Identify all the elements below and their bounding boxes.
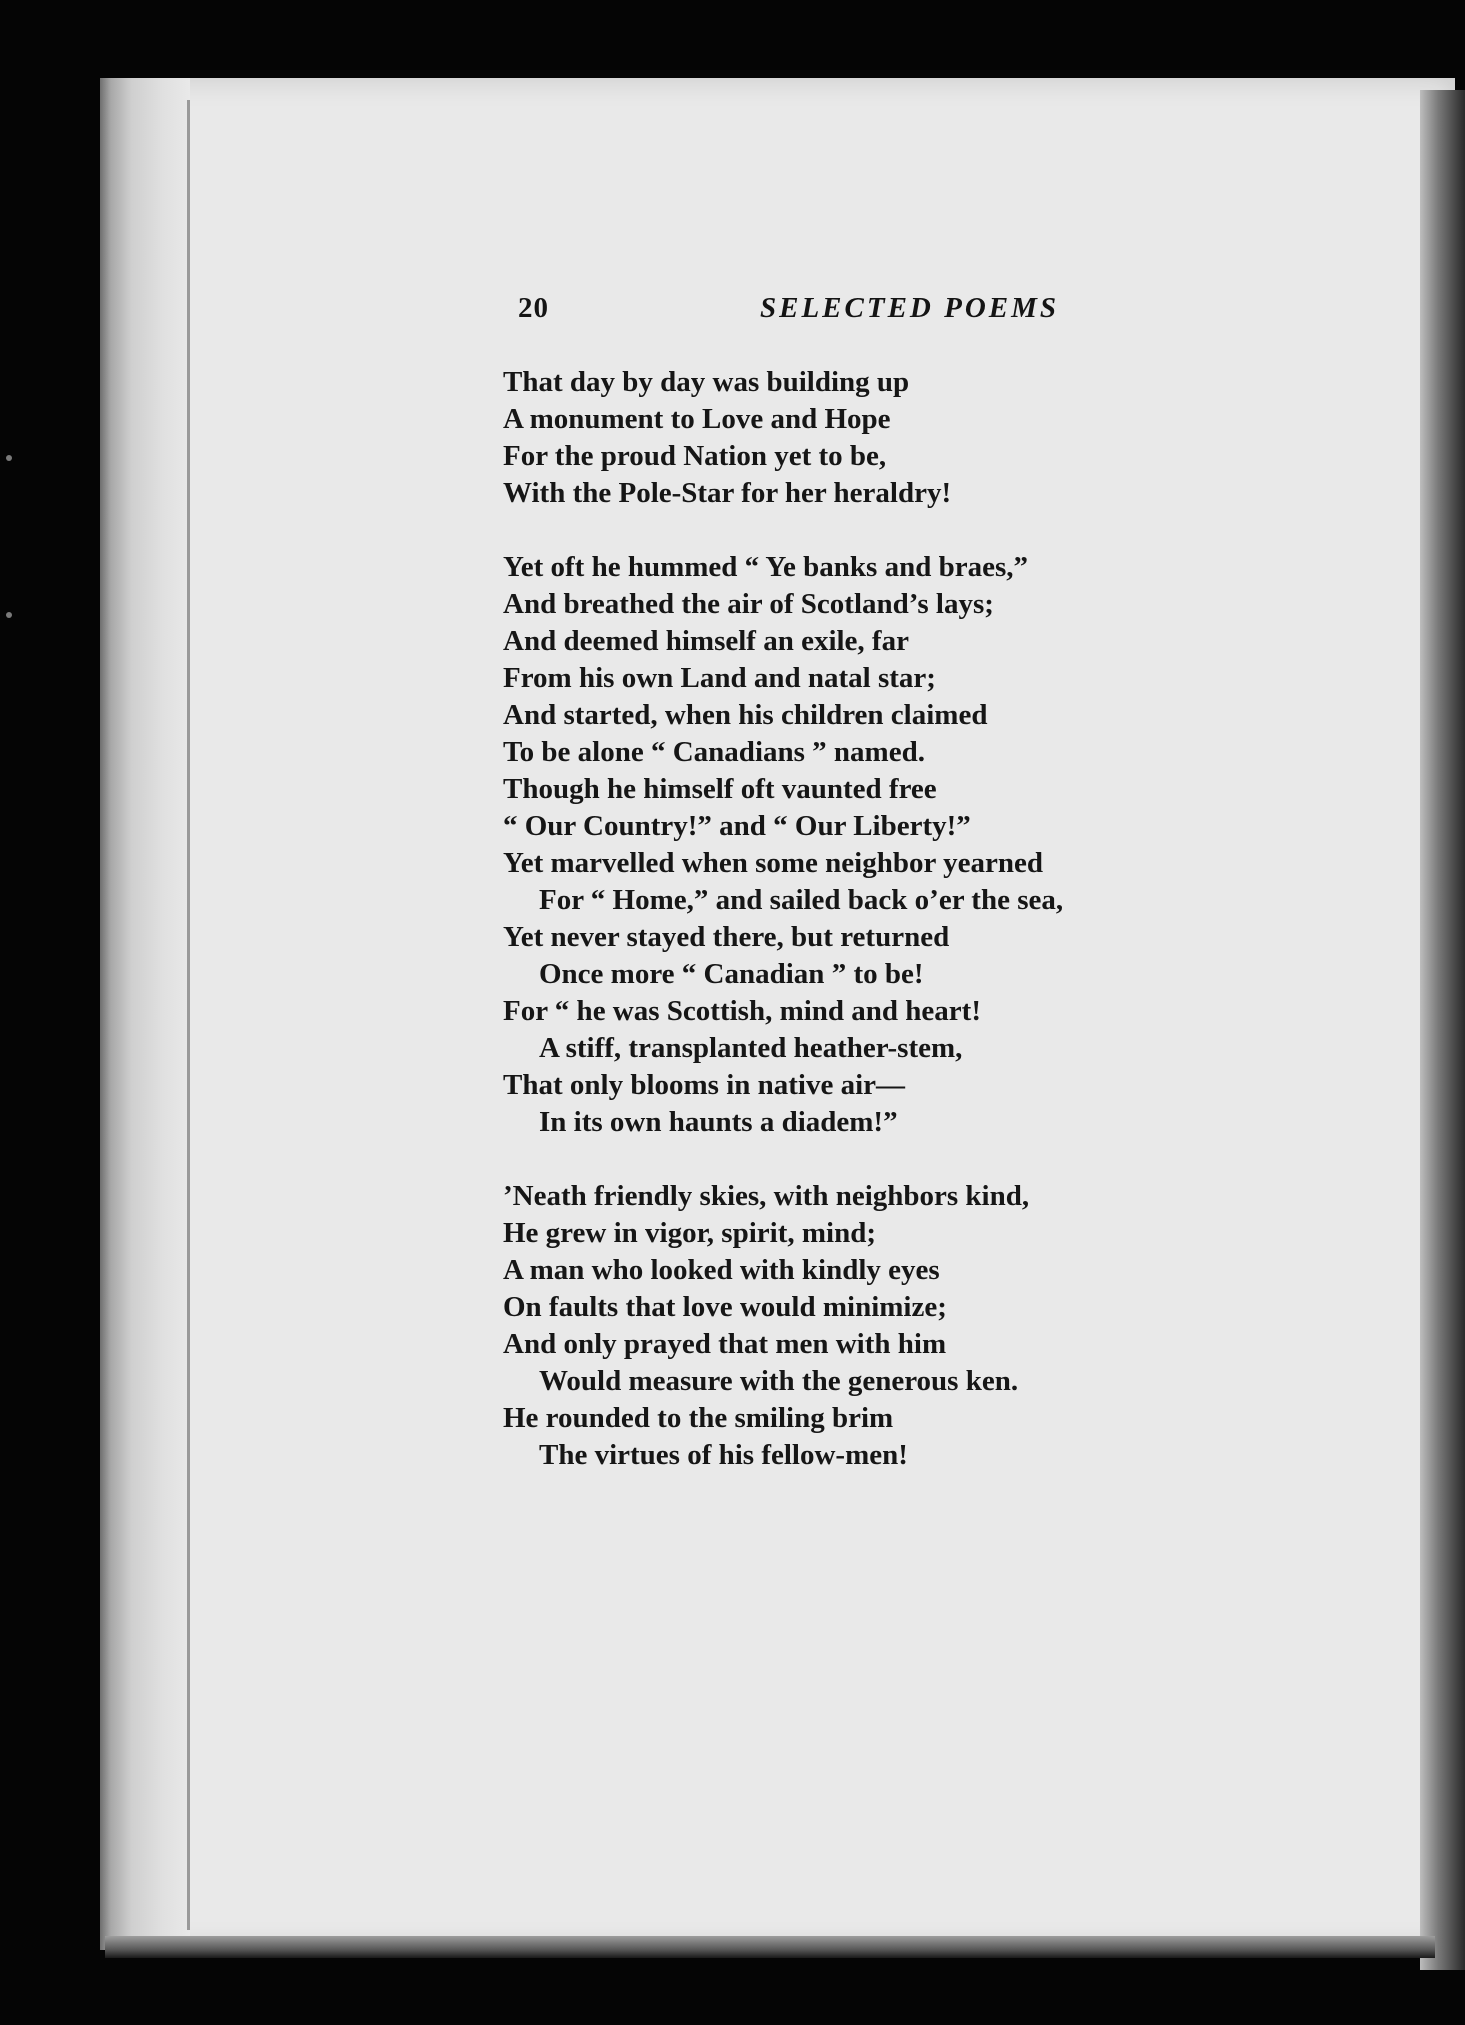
poem-line: A monument to Love and Hope	[503, 403, 891, 435]
poem-line: For “ he was Scottish, mind and heart!	[503, 995, 981, 1027]
stanza	[503, 549, 1283, 1141]
poem-line: A stiff, transplanted heather-stem,	[539, 1032, 963, 1064]
book-gutter	[100, 78, 190, 1950]
poem-body	[503, 364, 1283, 1511]
poem-line: With the Pole-Star for her heraldry!	[503, 477, 952, 509]
poem-line: On faults that love would minimize;	[503, 1291, 947, 1323]
poem-line: And breathed the air of Scotland’s lays;	[503, 588, 994, 620]
poem-line: Though he himself oft vaunted free	[503, 773, 937, 805]
stanza	[503, 364, 1283, 512]
poem-line: Once more “ Canadian ” to be!	[539, 958, 924, 990]
poem-line: Would measure with the generous ken.	[539, 1365, 1019, 1397]
poem-line: For the proud Nation yet to be,	[503, 440, 887, 472]
poem-line: Yet marvelled when some neighbor yearned	[503, 847, 1043, 879]
poem-line: The virtues of his fellow-men!	[539, 1439, 908, 1471]
poem-line: And only prayed that men with him	[503, 1328, 947, 1360]
gutter-line	[187, 100, 190, 1930]
poem-line: He grew in vigor, spirit, mind;	[503, 1217, 876, 1249]
poem-line: From his own Land and natal star;	[503, 662, 936, 694]
poem-line: To be alone “ Canadians ” named.	[503, 736, 925, 768]
poem-line: A man who looked with kindly eyes	[503, 1254, 940, 1286]
scan-speck	[6, 612, 12, 618]
poem-line: He rounded to the smiling brim	[503, 1402, 894, 1434]
poem-line: For “ Home,” and sailed back o’er the sea,	[539, 884, 1064, 916]
scan-speck	[6, 455, 12, 461]
page-number: 20	[518, 292, 549, 324]
poem-line: That only blooms in native air—	[503, 1069, 906, 1101]
poem-line: Yet oft he hummed “ Ye banks and braes,”	[503, 551, 1029, 583]
poem-line: And started, when his children claimed	[503, 699, 988, 731]
stanza	[503, 1178, 1283, 1474]
poem-line: Yet never stayed there, but returned	[503, 921, 950, 953]
poem-line: In its own haunts a diadem!”	[539, 1106, 898, 1138]
poem-line: ’Neath friendly skies, with neighbors kind,	[503, 1180, 1030, 1212]
running-head: SELECTED POEMS	[760, 292, 1060, 324]
poem-line: That day by day was building up	[503, 366, 910, 398]
poem-line: And deemed himself an exile, far	[503, 625, 909, 657]
poem-line: “ Our Country!” and “ Our Liberty!”	[503, 810, 971, 842]
page-bottom-edge	[105, 1936, 1435, 1958]
page-right-edge	[1420, 90, 1465, 1970]
page-header	[0, 292, 1465, 334]
